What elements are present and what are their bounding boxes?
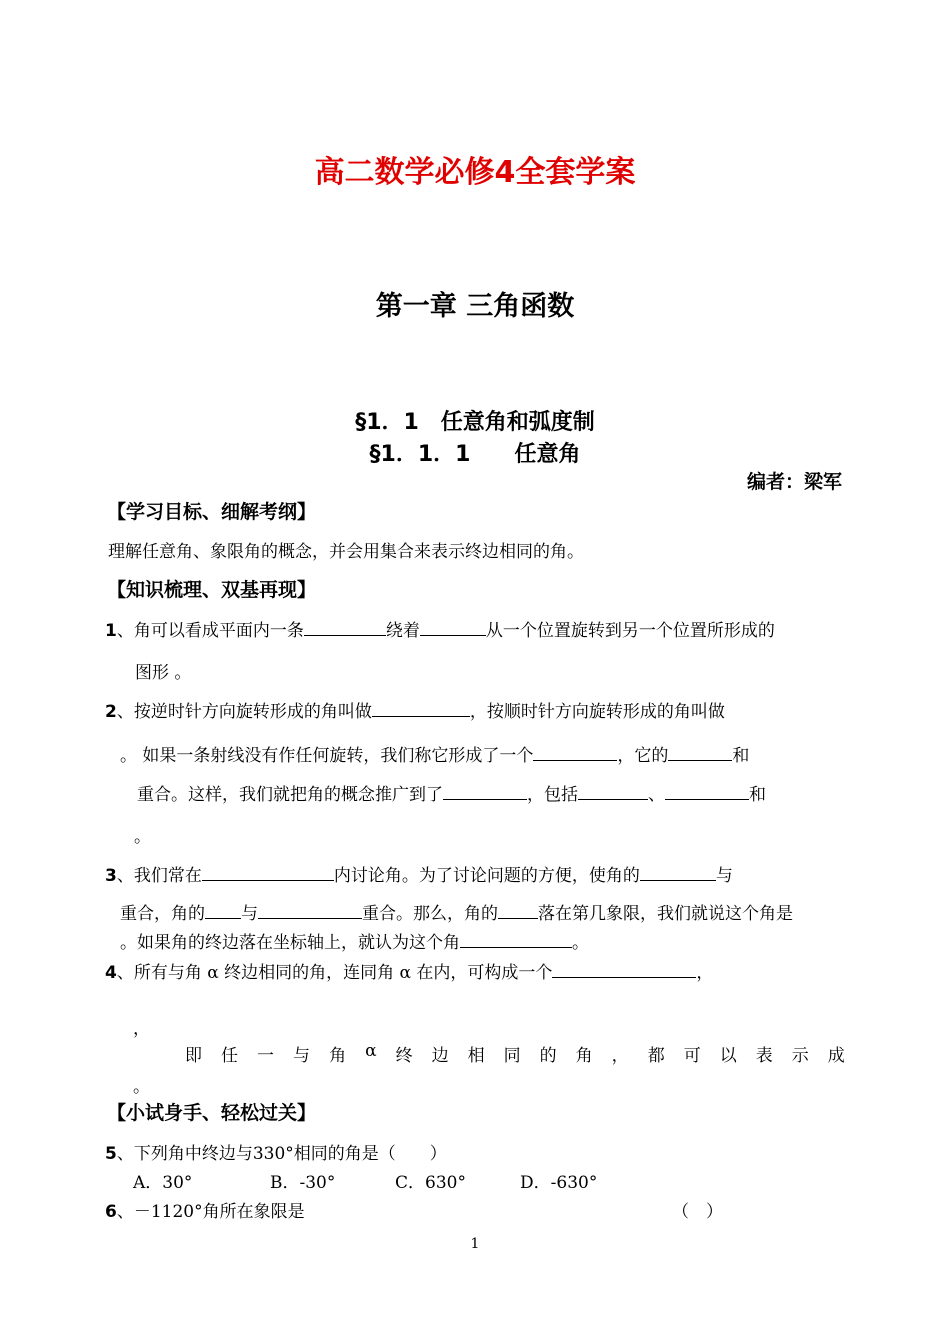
spread-char: 相 xyxy=(467,1046,485,1066)
spread-char: 的 xyxy=(539,1046,557,1066)
chapter-title: 第一章 三角函数 xyxy=(375,291,575,322)
question-text: ，包括 xyxy=(527,785,578,805)
spread-char: 终 xyxy=(395,1046,413,1066)
answer-blank[interactable] xyxy=(420,617,486,636)
spread-char: 角 xyxy=(575,1046,593,1066)
question-4-line-4: 。 xyxy=(133,1077,150,1097)
question-number: 5 xyxy=(105,1144,117,1164)
question-number: 2 xyxy=(105,702,117,722)
spread-char: 任 xyxy=(221,1046,239,1066)
question-number: 4 xyxy=(105,963,117,983)
question-text: 、所有与角 α 终边相同的角，连同角 α 在内，可构成一个 xyxy=(116,963,553,983)
question-2-line-1 xyxy=(105,697,725,722)
answer-blank[interactable] xyxy=(258,900,362,919)
question-text: 、角可以看成平面内一条 xyxy=(116,621,304,641)
spread-char: 边 xyxy=(431,1046,449,1066)
question-text: 重合。这样，我们就把角的概念推广到了 xyxy=(137,785,443,805)
question-2-line-2 xyxy=(120,741,749,766)
answer-blank[interactable] xyxy=(578,781,648,800)
question-number: 1 xyxy=(105,621,117,641)
answer-blank[interactable] xyxy=(205,900,241,919)
question-text: 内讨论角。为了讨论问题的方便，使角的 xyxy=(333,866,640,886)
question-text: 绕着 xyxy=(385,621,420,641)
question-text: 与 xyxy=(715,866,733,886)
spread-char: 同 xyxy=(503,1046,521,1066)
goals-header: 【学习目标、细解考纲】 xyxy=(107,501,317,523)
spread-char: 一 xyxy=(257,1046,275,1066)
answer-blank[interactable] xyxy=(668,742,732,761)
question-number: 6 xyxy=(105,1202,117,1222)
answer-blank[interactable] xyxy=(665,781,749,800)
answer-bracket[interactable]: （ ） xyxy=(672,1202,723,1222)
spread-char: 示 xyxy=(791,1046,809,1066)
goal-text: 理解任意角、象限角的概念，并会用集合来表示终边相同的角。 xyxy=(108,542,584,562)
question-6 xyxy=(105,1197,305,1222)
spread-char: 角 xyxy=(329,1046,347,1066)
spread-char: ， xyxy=(611,1046,629,1066)
question-text: 、我们常在 xyxy=(116,866,202,886)
question-4-line-1 xyxy=(105,958,713,983)
question-text: 。 如果一条射线没有作任何旋转，我们称它形成了一个 xyxy=(120,746,534,766)
section-title: §1．1 任意角和弧度制 xyxy=(355,410,595,435)
spread-char: 即 xyxy=(185,1046,202,1066)
subsection-title: §1．1．1 任意角 xyxy=(369,442,581,467)
question-3-line-1 xyxy=(105,861,733,886)
practice-header: 【小试身手、轻松过关】 xyxy=(107,1102,317,1124)
question-1-line-2: 图形 。 xyxy=(135,663,192,683)
question-text: ，按顺时针方向旋转形成的角叫做 xyxy=(469,702,725,722)
spread-char: 可 xyxy=(683,1046,701,1066)
question-2-line-4: 。 xyxy=(134,827,151,847)
question-text: 和 xyxy=(732,746,750,766)
knowledge-header: 【知识梳理、双基再现】 xyxy=(107,579,317,601)
answer-blank[interactable] xyxy=(372,698,470,717)
answer-blank[interactable] xyxy=(443,781,527,800)
answer-blank[interactable] xyxy=(202,862,334,881)
document-title: 高二数学必修4全套学案 xyxy=(314,155,636,190)
spread-char: 与 xyxy=(293,1046,311,1066)
question-4-line-3 xyxy=(185,1041,845,1066)
question-text: 和 xyxy=(749,785,766,805)
option-a[interactable]: A．30° xyxy=(133,1173,193,1193)
spread-char: 表 xyxy=(755,1046,773,1066)
spread-char: 以 xyxy=(719,1046,737,1066)
question-text: 从一个位置旋转到另一个位置所形成的 xyxy=(485,621,775,641)
spread-char: 都 xyxy=(647,1046,665,1066)
answer-blank[interactable] xyxy=(533,742,617,761)
option-c[interactable]: C．630° xyxy=(395,1173,466,1193)
question-text: 与 xyxy=(241,904,258,924)
question-5 xyxy=(105,1139,447,1164)
question-text: 落在第几象限，我们就说这个角是 xyxy=(538,904,793,924)
question-text: ， xyxy=(696,963,714,983)
question-text: 。如果角的终边落在坐标轴上，就认为这个角 xyxy=(120,933,460,953)
answer-blank[interactable] xyxy=(552,959,696,978)
option-d[interactable]: D．-630° xyxy=(520,1173,598,1193)
question-text: 。 xyxy=(572,933,589,953)
answer-blank[interactable] xyxy=(304,617,386,636)
question-number: 3 xyxy=(105,866,117,886)
question-3-line-3 xyxy=(120,928,589,953)
question-text: 重合。那么，角的 xyxy=(362,904,498,924)
question-text: ，它的 xyxy=(617,746,669,766)
author-line: 编者：梁军 xyxy=(746,471,842,493)
question-text: 、 xyxy=(648,785,665,805)
spread-char: 成 xyxy=(827,1046,845,1066)
page-number: 1 xyxy=(470,1236,480,1252)
question-1-line-1 xyxy=(105,616,775,641)
question-2-line-3 xyxy=(137,780,766,805)
answer-blank[interactable] xyxy=(498,900,538,919)
answer-blank[interactable] xyxy=(460,929,572,948)
question-text: 、按逆时针方向旋转形成的角叫做 xyxy=(116,702,372,722)
question-3-line-2 xyxy=(120,899,793,924)
answer-blank[interactable] xyxy=(640,862,716,881)
question-4-line-2: ， xyxy=(133,1019,150,1039)
question-text: 重合，角的 xyxy=(120,904,205,924)
question-text: 、－1120°角所在象限是 xyxy=(116,1202,305,1222)
spread-char: α xyxy=(365,1041,377,1061)
question-text: 、下列角中终边与330°相同的角是（ ） xyxy=(116,1144,447,1164)
option-b[interactable]: B．-30° xyxy=(270,1173,336,1193)
